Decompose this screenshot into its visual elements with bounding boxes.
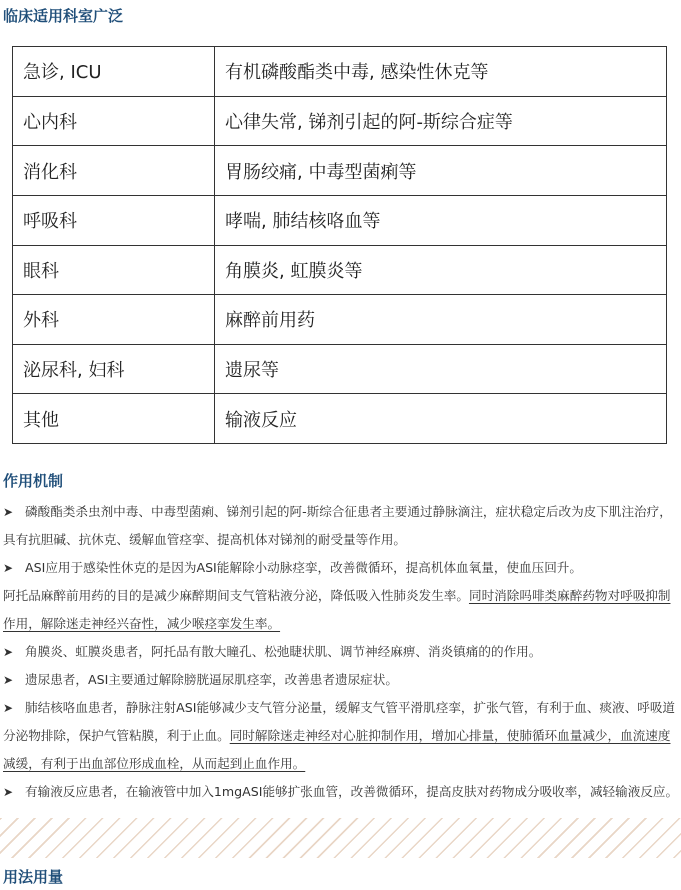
paragraph-text: 遗尿患者，ASI主要通过解除膀胱逼尿肌痉挛，改善患者遗尿症状。 (25, 672, 398, 687)
decorative-stripe-divider (0, 818, 681, 858)
mechanism-section (3, 498, 679, 806)
arrow-bullet-icon: ➤ (3, 785, 14, 799)
arrow-bullet-icon: ➤ (3, 701, 14, 715)
table-row (13, 344, 667, 394)
arrow-bullet-icon: ➤ (3, 505, 14, 519)
table-row (13, 146, 667, 196)
indication-cell: 有机磷酸酯类中毒, 感染性休克等 (215, 47, 667, 97)
department-cell: 消化科 (13, 146, 215, 196)
paragraph-text: 肺结核咯血患者，静脉注射ASI能够减少支气管分泌量，缓解支气管平滑肌痉挛，扩张气管，有利于血、痰液、呼吸道分泌物排除，保护气管粘膜，利于止血。 (3, 700, 676, 743)
department-cell: 外科 (13, 295, 215, 345)
table-row (13, 195, 667, 245)
mechanism-paragraph (3, 694, 679, 778)
indication-cell: 遗尿等 (215, 344, 667, 394)
mechanism-paragraph (3, 666, 679, 694)
arrow-bullet-icon: ➤ (3, 673, 14, 687)
department-cell: 眼科 (13, 245, 215, 295)
underlined-text: 同时解除迷走神经对心脏抑制作用，增加心排量，使肺循环血量减少，血流速度减缓，有利于出血部位形成血栓，从而起到止血作用。 (3, 728, 671, 771)
section-heading-departments: 临床适用科室广泛 (3, 7, 124, 25)
section-heading-usage: 用法用量 (3, 868, 64, 886)
paragraph-text: 有输液反应患者，在输液管中加入1mgASI能够扩张血管，改善微循环，提高皮肤对药物成分吸收率，减轻输液反应。 (25, 784, 679, 799)
paragraph-text: 角膜炎、虹膜炎患者，阿托品有散大瞳孔、松弛睫状肌、调节神经麻痹、消炎镇痛的的作用。 (25, 644, 542, 659)
mechanism-paragraph (3, 554, 679, 582)
mechanism-paragraph (3, 778, 679, 806)
department-cell: 泌尿科, 妇科 (13, 344, 215, 394)
arrow-bullet-icon: ➤ (3, 561, 14, 575)
underlined-text: 同时消除吗啡类麻醉药物对呼吸抑制作用，解除迷走神经兴奋性，减少喉痉挛发生率。 (3, 588, 671, 631)
arrow-bullet-icon: ➤ (3, 645, 14, 659)
table-row (13, 394, 667, 444)
table-row (13, 245, 667, 295)
table-row (13, 96, 667, 146)
section-heading-mechanism: 作用机制 (3, 472, 64, 490)
paragraph-text: 磷酸酯类杀虫剂中毒、中毒型菌痢、锑剂引起的阿-斯综合征患者主要通过静脉滴注，症状稳定后改为皮下肌注治疗，具有抗胆碱、抗休克、缓解血管痉挛、提高机体对锑剂的耐受量等作用。 (3, 504, 672, 547)
table-row (13, 47, 667, 97)
department-cell: 其他 (13, 394, 215, 444)
mechanism-paragraph (3, 582, 679, 638)
indication-cell: 心律失常, 锑剂引起的阿-斯综合症等 (215, 96, 667, 146)
indication-cell: 哮喘, 肺结核咯血等 (215, 195, 667, 245)
department-cell: 急诊, ICU (13, 47, 215, 97)
mechanism-paragraph (3, 638, 679, 666)
paragraph-text: 阿托品麻醉前用药的目的是减少麻醉期间支气管粘液分泌，降低吸入性肺炎发生率。 (3, 588, 469, 603)
department-cell: 心内科 (13, 96, 215, 146)
table-row (13, 295, 667, 345)
indication-cell: 麻醉前用药 (215, 295, 667, 345)
indication-cell: 角膜炎, 虹膜炎等 (215, 245, 667, 295)
mechanism-paragraph (3, 498, 679, 554)
department-cell: 呼吸科 (13, 195, 215, 245)
department-table (12, 46, 667, 444)
indication-cell: 胃肠绞痛, 中毒型菌痢等 (215, 146, 667, 196)
indication-cell: 输液反应 (215, 394, 667, 444)
paragraph-text: ASI应用于感染性休克的是因为ASI能解除小动脉痉挛，改善微循环，提高机体血氧量，使血压回升。 (25, 560, 582, 575)
